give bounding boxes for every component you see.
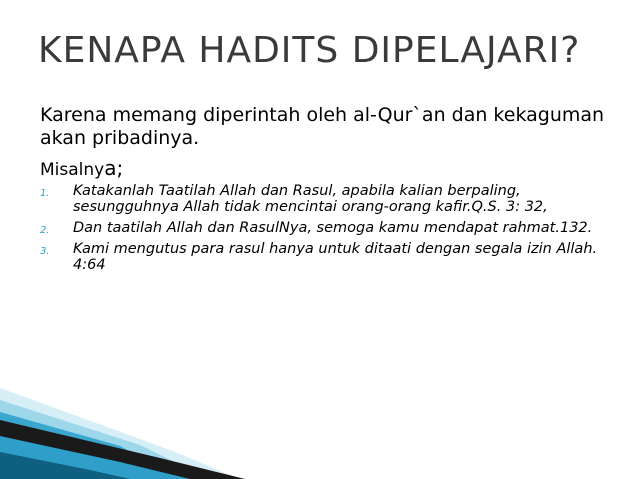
list-item-text: Katakanlah Taatilah Allah dan Rasul, apabila kalian berpaling, sesungguhnya Allah tidak mencintai orang-orang kafir.Q.S. 3: 32, bbox=[73, 183, 548, 215]
example-label-suffix: a; bbox=[104, 156, 124, 180]
slide-title: KENAPA HADITS DIPELAJARI? bbox=[38, 30, 581, 71]
intro-text: Karena memang diperintah oleh al-Qur`an dan kekaguman akan pribadinya. bbox=[40, 104, 605, 149]
list-item-text: Dan taatilah Allah dan RasulNya, semoga kamu mendapat rahmat.132. bbox=[73, 220, 593, 236]
list-item-number: 3. bbox=[40, 246, 50, 257]
example-label-prefix: Misalny bbox=[40, 160, 105, 180]
list-item-number: 2. bbox=[40, 225, 50, 236]
list-item-text: Kami mengutus para rasul hanya untuk ditaati dengan segala izin Allah. 4:64 bbox=[73, 241, 598, 273]
list-item-number: 1. bbox=[40, 188, 50, 199]
